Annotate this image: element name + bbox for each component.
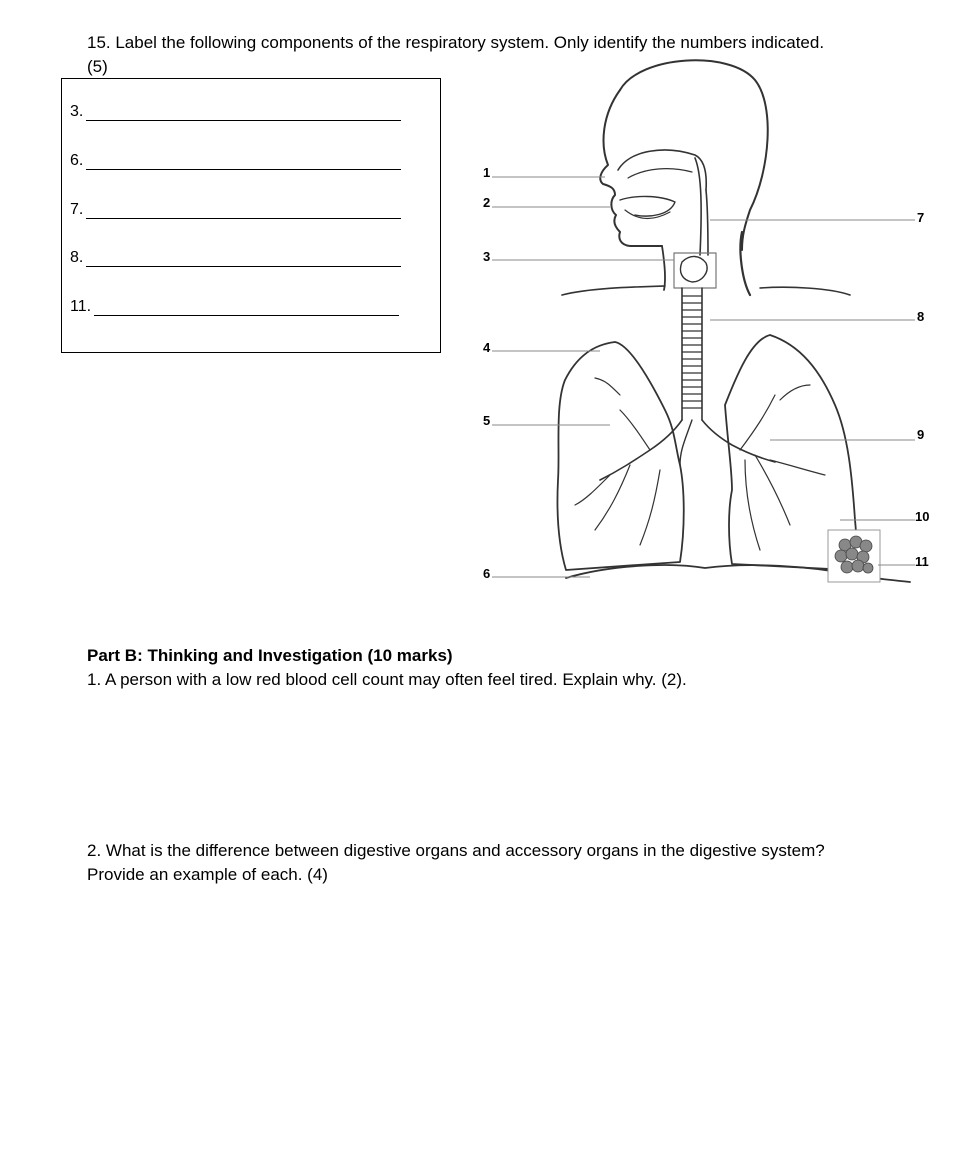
diagram-label-3: 3 — [483, 249, 491, 264]
face-outline — [600, 90, 662, 246]
leader-lines-right — [710, 220, 915, 565]
answer-number: 8. — [70, 249, 84, 266]
answer-number: 11. — [70, 298, 92, 315]
diagram-label-8: 8 — [917, 309, 925, 324]
trachea-rings — [682, 296, 702, 408]
answer-row-3 — [70, 103, 401, 121]
diagram-label-1: 1 — [483, 165, 491, 180]
answer-row-11 — [70, 298, 399, 316]
answer-number: 3. — [70, 103, 84, 120]
answer-blank-line[interactable] — [86, 265, 401, 267]
diagram-label-2: 2 — [483, 195, 491, 210]
question-b2-text: 2. What is the difference between digestive organs and accessory organs in the digestive system? Provide an example of each. (4) — [87, 841, 825, 884]
answer-number: 6. — [70, 152, 84, 169]
answer-row-6 — [70, 152, 401, 170]
diagram-label-4: 4 — [483, 340, 491, 355]
shoulder-right — [760, 287, 850, 295]
answer-blank-line[interactable] — [86, 217, 401, 219]
answer-box — [61, 78, 441, 353]
nasal-cavity — [618, 150, 706, 190]
diagram-label-9: 9 — [917, 427, 925, 442]
alveoli-cluster — [835, 536, 873, 573]
diagram-label-7: 7 — [917, 210, 925, 225]
answer-blank-line[interactable] — [94, 314, 399, 316]
answer-row-8 — [70, 249, 401, 267]
diagram-label-5: 5 — [483, 413, 491, 428]
question-15-text: 15. Label the following components of the respiratory system. Only identify the numbers indicated. (5) — [87, 33, 825, 76]
respiratory-system-diagram — [470, 50, 940, 595]
diagram-label-6: 6 — [483, 566, 491, 581]
right-bronchus — [702, 420, 775, 462]
pharynx — [695, 158, 701, 255]
left-bronchus — [600, 420, 682, 480]
shoulder-left — [562, 286, 665, 295]
answer-number: 7. — [70, 201, 84, 218]
question-b1-text: 1. A person with a low red blood cell count may often feel tired. Explain why. (2). — [87, 670, 687, 689]
part-b-heading: Part B: Thinking and Investigation (10 marks) — [87, 646, 453, 665]
answer-row-7 — [70, 201, 401, 219]
diagram-label-10: 10 — [915, 509, 930, 524]
answer-blank-line[interactable] — [86, 168, 401, 170]
left-lung — [557, 342, 683, 570]
answer-blank-line[interactable] — [86, 119, 401, 121]
neck-line-left — [662, 246, 665, 290]
diagram-label-11: 11 — [915, 554, 929, 569]
